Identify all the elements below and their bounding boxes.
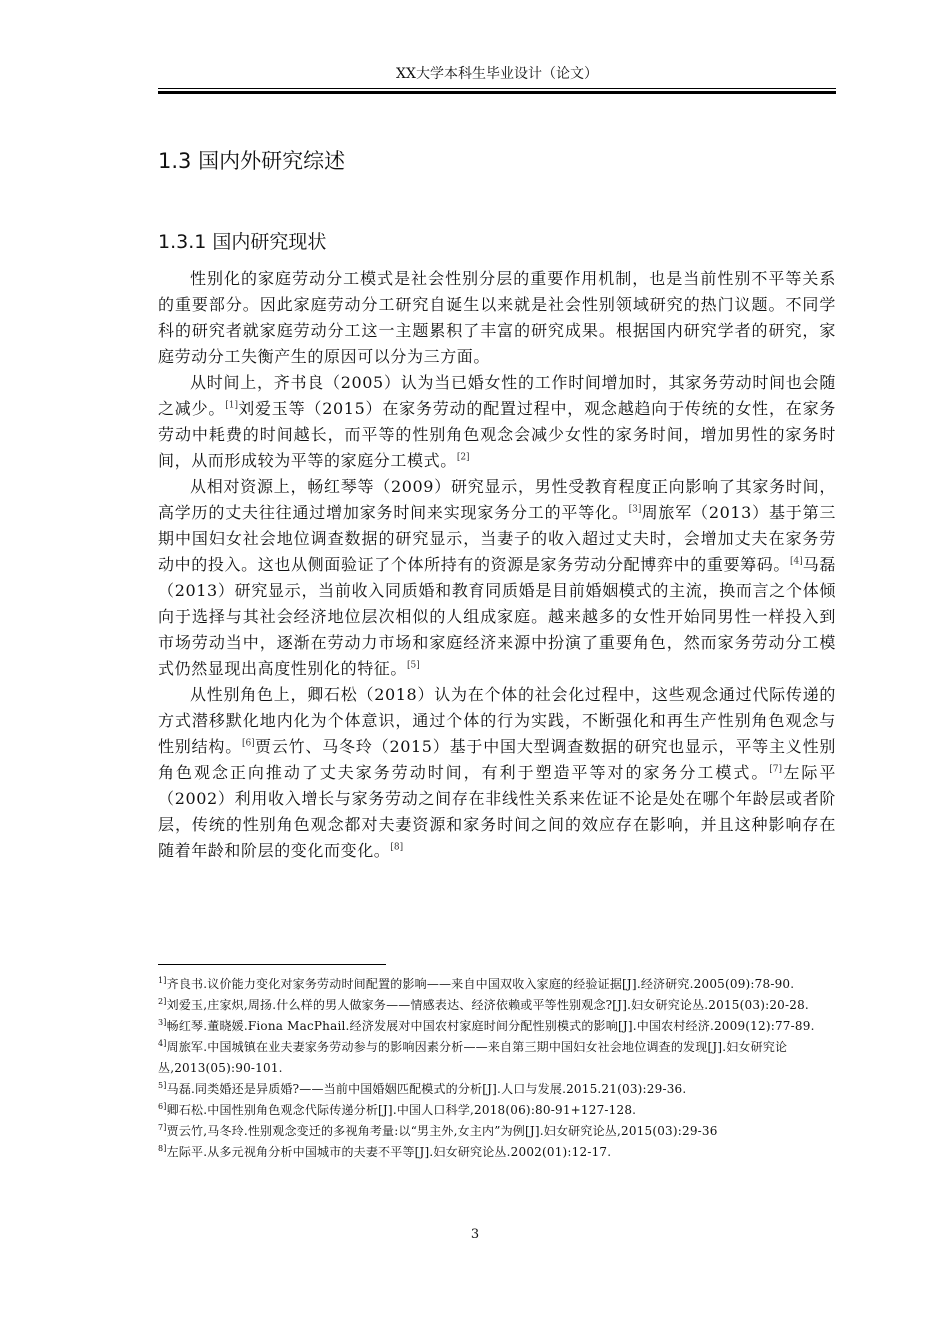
citation-ref: [3] xyxy=(628,504,642,515)
footnote-text: 畅红琴.董晓媛.Fiona MacPhail.经济发展对中国农村家庭时间分配性别模式的影响[J].中国农村经济.2009(12):77-89. xyxy=(166,1019,815,1033)
paragraph xyxy=(158,370,836,474)
footnote xyxy=(158,1079,838,1100)
citation-ref: [7] xyxy=(769,764,783,775)
page-number: 3 xyxy=(470,1227,480,1242)
footnote-text: 齐良书.议价能力变化对家务劳动时间配置的影响——来自中国双收入家庭的经验证据[J].经济研究.2005(09):78-90. xyxy=(166,977,795,991)
citation-ref: [6] xyxy=(242,738,255,749)
footnote-mark: 1] xyxy=(158,976,167,985)
footnote-text: 周旅军.中国城镇在业夫妻家务劳动参与的影响因素分析——来自第三期中国妇女社会地位调查的发现[J].妇女研究论丛,2013(05):90-101. xyxy=(158,1040,788,1075)
paragraph-text: 周旅军（2013）基于第三期中国妇女社会地位调查数据的研究显示，当妻子的收入超过丈夫时，会增加丈夫在家务劳动中的投入。这也从侧面验证了个体所持有的资源是家务劳动分配博弈中的重要筹码。 xyxy=(158,503,836,574)
footnote-mark: 8] xyxy=(158,1144,167,1153)
paragraph-text: 从性别角色上，卿石松（2018）认为在个体的社会化过程中，这些观念通过代际传递的方式潜移默化地内化为个体意识，通过个体的行为实践，不断强化和再生产性别角色观念与性别结构。 xyxy=(158,685,836,756)
paragraph xyxy=(158,474,836,682)
footnote-mark: 5] xyxy=(158,1081,167,1090)
footnote-separator xyxy=(158,964,386,965)
footnote-mark: 7] xyxy=(158,1123,167,1132)
paragraph-text: 左际平（2002）利用收入增长与家务劳动之间存在非线性关系来佐证不论是处在哪个年龄层或者阶层，传统的性别角色观念都对夫妻资源和家务时间之间的效应存在影响，并且这种影响存在随着年龄和阶层的变化而变化。 xyxy=(158,763,836,860)
header-rule-thick xyxy=(158,91,836,94)
footnote xyxy=(158,1100,838,1121)
footnote-mark: 3] xyxy=(158,1018,167,1027)
subsection-heading: 1.3.1 国内研究现状 xyxy=(158,231,327,253)
footnote-mark: 2] xyxy=(158,997,167,1006)
footnote xyxy=(158,995,838,1016)
footnote xyxy=(158,974,838,995)
paragraph-text: 刘爱玉等（2015）在家务劳动的配置过程中，观念越趋向于传统的女性，在家务劳动中耗费的时间越长，而平等的性别角色观念会减少女性的家务时间，增加男性的家务时间，从而形成较为平等的家庭分工模式。 xyxy=(158,399,836,470)
citation-ref: [5] xyxy=(407,660,420,671)
footnote-text: 左际平.从多元视角分析中国城市的夫妻不平等[J].妇女研究论丛.2002(01):12-17. xyxy=(166,1145,612,1159)
citation-ref: [2] xyxy=(456,452,470,463)
footnotes xyxy=(158,974,838,1163)
footnote xyxy=(158,1037,838,1079)
paragraph-text: 从时间上，齐书良（2005）认为当已婚女性的工作时间增加时，其家务劳动时间也会随之减少。 xyxy=(158,373,836,418)
citation-ref: [4] xyxy=(789,556,803,567)
footnote-text: 贾云竹,马冬玲.性别观念变迁的多视角考量:以“男主外,女主内”为例[J].妇女研究论丛,2015(03):29-36 xyxy=(166,1124,718,1138)
paragraph xyxy=(158,682,836,864)
paragraph-text: 性别化的家庭劳动分工模式是社会性别分层的重要作用机制，也是当前性别不平等关系的重要部分。因此家庭劳动分工研究自诞生以来就是社会性别领域研究的热门议题。不同学科的研究者就家庭劳动分工这一主题累积了丰富的研究成果。根据国内研究学者的研究，家庭劳动分工失衡产生的原因可以分为三方面。 xyxy=(158,269,836,366)
footnote-text: 卿石松.中国性别角色观念代际传递分析[J].中国人口科学,2018(06):80-91+127-128. xyxy=(166,1103,637,1117)
footnote-mark: 4] xyxy=(158,1039,167,1048)
paragraph-text: 贾云竹、马冬玲（2015）基于中国大型调查数据的研究也显示，平等主义性别角色观念正向推动了丈夫家务劳动时间，有利于塑造平等对的家务分工模式。 xyxy=(158,737,836,782)
page-header: XX大学本科生毕业设计（论文） xyxy=(396,66,598,82)
section-heading: 1.3 国内外研究综述 xyxy=(158,149,346,173)
footnote xyxy=(158,1121,838,1142)
paragraph-text: 马磊（2013）研究显示，当前收入同质婚和教育同质婚是目前婚姻模式的主流，换而言之个体倾向于选择与其社会经济地位层次相似的人组成家庭。越来越多的女性开始同男性一样投入到市场劳动当中，逐渐在劳动力市场和家庭经济来源中扮演了重要角色，然而家务劳动分工模式仍然显现出高度性别化的特征。 xyxy=(158,555,836,678)
footnote-text: 马磊.同类婚还是异质婚?——当前中国婚姻匹配模式的分析[J].人口与发展.2015.21(03):29-36. xyxy=(166,1082,687,1096)
body-text xyxy=(158,266,836,864)
citation-ref: [1] xyxy=(225,400,238,411)
footnote-text: 刘爱玉,庄家炽,周扬.什么样的男人做家务——情感表达、经济依赖或平等性别观念?[J].妇女研究论丛.2015(03):20-28. xyxy=(166,998,809,1012)
footnote xyxy=(158,1016,838,1037)
paragraph-text: 从相对资源上，畅红琴等（2009）研究显示，男性受教育程度正向影响了其家务时间，高学历的丈夫往往通过增加家务时间来实现家务分工的平等化。 xyxy=(158,477,836,522)
footnote-mark: 6] xyxy=(158,1102,167,1111)
header-rule xyxy=(158,88,836,89)
paragraph xyxy=(158,266,836,370)
footnote xyxy=(158,1142,838,1163)
citation-ref: [8] xyxy=(390,842,404,853)
